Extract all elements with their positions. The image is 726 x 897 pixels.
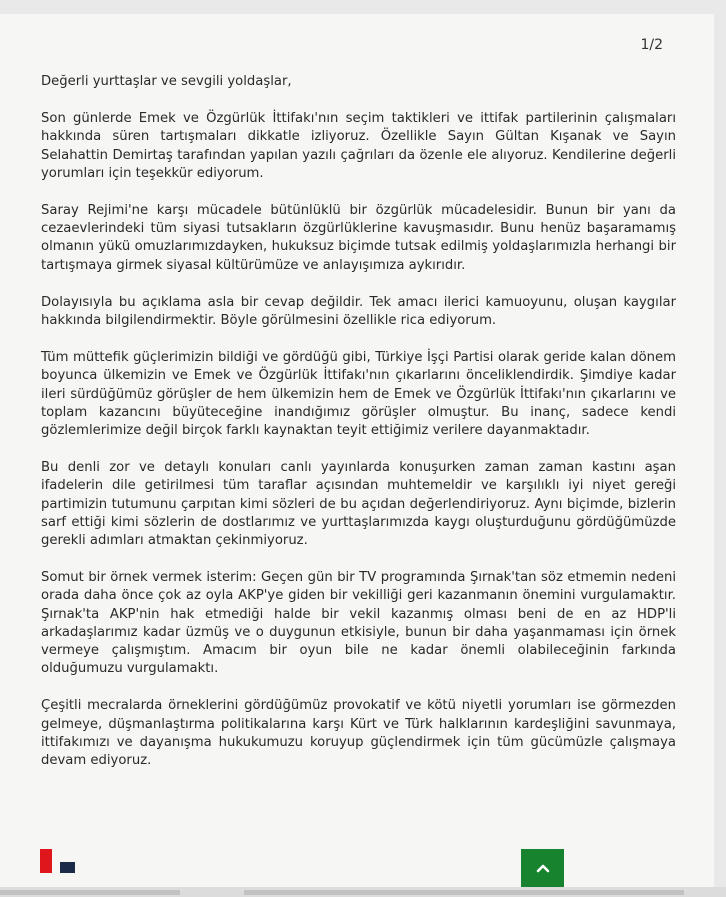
greeting: Değerli yurttaşlar ve sevgili yoldaşlar,	[41, 74, 292, 89]
scrollbar-thumb[interactable]	[0, 890, 180, 895]
logo-navy-block	[60, 862, 75, 873]
chevron-up-icon	[536, 863, 550, 873]
paragraph: Son günlerde Emek ve Özgürlük İttifakı'nın seçim taktikleri ve ittifak partilerinin çalışmaları hakkında süren tartışmaları dikkatle izliyoruz. Özellikle Sayın Gültan Kışanak ve Sayın Selahattin Demirtaş tarafından yapılan yazılı çağrıları da özenle ele alıyoruz. Kendilerine değerli yorumları için teşekkür ediyorum.	[41, 111, 676, 181]
letter-body	[41, 73, 676, 789]
page-number: 1/2	[640, 37, 663, 53]
party-logo	[38, 849, 78, 873]
paragraph: Tüm müttefik güçlerimizin bildiği ve gördüğü gibi, Türkiye İşçi Partisi olarak geride kalan dönem boyunca ülkemizin ve Emek ve Özgürlük İttifakı'nın çıkarlarını önceliklendirdik. Şimdiye kadar ileri sürdüğümüz görüşler de hem ülkemizin hem de Emek ve Özgürlük İttifakı'nın çıkarlarını ve toplam kazancını büyüteceğine inandığımız görüşler olmuştur. Bu inanç, sadece kendi gözlemlerimize değil birçok farklı kaynaktan teyit ettiğimiz verilere dayanmaktadır.	[41, 350, 676, 439]
paragraph: Saray Rejimi'ne karşı mücadele bütünlüklü bir özgürlük mücadelesidir. Bunun bir yanı da cezaevlerindeki tüm siyasi tutsakların özgürlüklerine kavuşmasıdır. Bunu henüz başaramamış olmanın yükü omuzlarımızdayken, hukuksuz biçimde tutsak edilmiş yoldaşlarımızla herhangi bir tartışmaya girmek siyasal kültürümüze ve anlayışımıza aykırıdır.	[41, 203, 676, 273]
logo-red-bar	[40, 849, 52, 873]
paragraph: Çeşitli mecralarda örneklerini gördüğümüz provokatif ve kötü niyetli yorumları ise görmezden gelmeye, düşmanlaştırma politikalarına karşı Kürt ve Türk halklarının kardeşliğini savunmaya, ittifakımızı ve dayanışma hukukumuzu koruyup güçlendirmek için tüm gücümüzle çalışmaya devam ediyoruz.	[41, 698, 676, 769]
document-page	[0, 14, 714, 887]
horizontal-scrollbar[interactable]	[0, 887, 726, 897]
scroll-to-top-button[interactable]	[521, 849, 564, 887]
paragraph: Somut bir örnek vermek isterim: Geçen gün bir TV programında Şırnak'tan söz etmemin nedeni orada daha önce çok az oyla AKP'ye giden bir vekilliği geri kazanmanın önemini vurgulamaktır. Şırnak'ta AKP'nin hak etmediği halde bir vekil kazanmış olması beni de en az HDP'li arkadaşlarımız kadar üzmüş ve o duygunun etkisiyle, bunun bir daha yaşanmaması için örnek vermeye çalışmıştım. Amacım bir oyun bile ne kadar önemli olabileceğinin farkında olduğumuzu vurgulamaktı.	[41, 570, 676, 677]
scrollbar-track-segment	[244, 890, 684, 895]
paragraph: Bu denli zor ve detaylı konuları canlı yayınlarda konuşurken zaman zaman kastını aşan ifadelerin dile getirilmesi tüm taraflar açısından muhtemeldir ve karşılıklı iyi niyet gereği partimizin tutumunu çarpıtan kimi sözleri de bu açıdan değerlendiriyoruz. Aynı biçimde, bizlerin sarf ettiği kimi sözlerin de dostlarımız ve yurttaşlarımızda kaygı oluşturduğunu gördüğümüzde gerekli adımları atmaktan çekinmiyoruz.	[41, 460, 676, 549]
paragraph: Dolayısıyla bu açıklama asla bir cevap değildir. Tek amacı ilerici kamuoyunu, oluşan kaygılar hakkında bilgilendirmektir. Böyle görülmesini özellikle rica ediyorum.	[41, 294, 676, 329]
